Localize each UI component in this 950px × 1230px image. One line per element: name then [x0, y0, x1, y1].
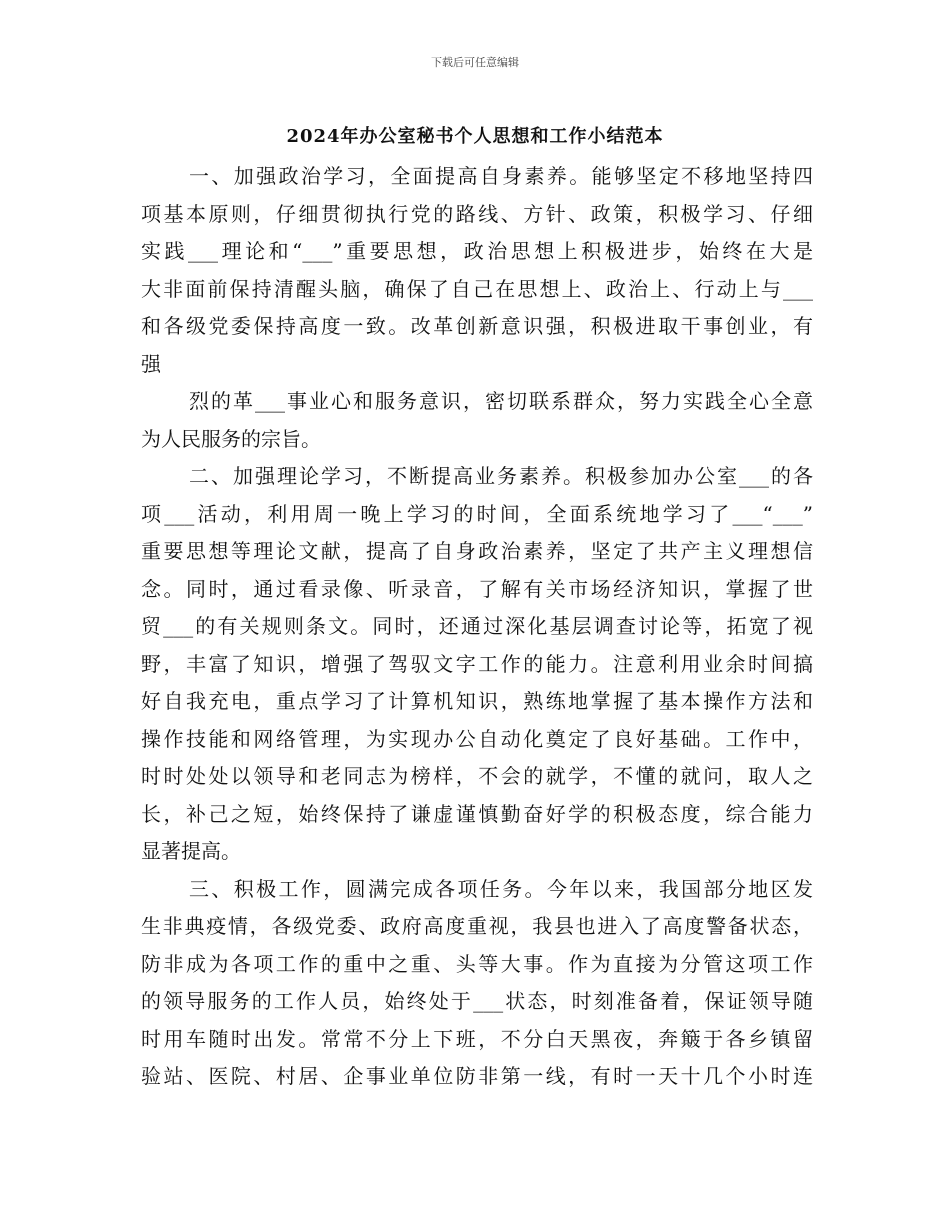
text-line: 时用车随时出发。常常不分上下班，不分白天黑夜，奔簸于各乡镇留 — [141, 1026, 813, 1051]
document-body — [141, 158, 813, 1096]
text-line: 烈的革___事业心和服务意识，密切联系群众，努力实践全心全意 — [189, 389, 813, 413]
text-line: 强 — [141, 351, 161, 376]
paragraph-3 — [141, 458, 813, 871]
text-line: 好自我充电，重点学习了计算机知识，熟练地掌握了基本操作方法和 — [141, 689, 813, 713]
text-line: 的领导服务的工作人员，始终处于___状态，时刻准备着，保证领导随 — [141, 989, 813, 1013]
text-line: 长，补己之短，始终保持了谦虚谨慎勤奋好学的积极态度，综合能力 — [141, 801, 813, 826]
text-line: 实践___理论和“___”重要思想，政治思想上积极进步，始终在大是 — [141, 239, 813, 263]
paragraph-4 — [141, 871, 813, 1096]
text-line: 项基本原则，仔细贯彻执行党的路线、方针、政策，积极学习、仔细 — [141, 201, 813, 226]
text-line: 验站、医院、村居、企事业单位防非第一线，有时一天十几个小时连 — [141, 1064, 813, 1088]
text-line: 重要思想等理论文献，提高了自身政治素养，坚定了共产主义理想信 — [141, 539, 813, 563]
text-line: 贸___的有关规则条文。同时，还通过深化基层调查讨论等，拓宽了视 — [141, 614, 813, 638]
text-line: 时时处处以领导和老同志为榜样，不会的就学，不懂的就问，取人之 — [141, 764, 813, 788]
text-line: 大非面前保持清醒头脑，确保了自己在思想上、政治上、行动上与___ — [141, 276, 813, 301]
text-line: 项___活动，利用周一晚上学习的时间，全面系统地学习了___“___” — [141, 501, 813, 526]
text-line: 显著提高。 — [141, 839, 241, 863]
page-header: 下载后可任意编辑 — [431, 56, 519, 69]
text-line: 三、积极工作，圆满完成各项任务。今年以来，我国部分地区发 — [189, 876, 813, 901]
text-line: 操作技能和网络管理，为实现办公自动化奠定了良好基础。工作中， — [141, 726, 813, 751]
text-line: 和各级党委保持高度一致。改革创新意识强，积极进取干事创业，有 — [141, 314, 813, 338]
text-line: 为人民服务的宗旨。 — [141, 426, 321, 451]
text-line: 二、加强理论学习，不断提高业务素养。积极参加办公室___的各 — [189, 464, 813, 488]
text-line: 一、加强政治学习，全面提高自身素养。能够坚定不移地坚持四 — [189, 164, 813, 188]
text-line: 防非成为各项工作的重中之重、头等大事。作为直接为分管这项工作 — [141, 951, 813, 976]
paragraph-1 — [141, 158, 813, 383]
document-title: 2024年办公室秘书个人思想和工作小结范本 — [286, 126, 664, 147]
text-line: 生非典疫情，各级党委、政府高度重视，我县也进入了高度警备状态， — [141, 914, 813, 938]
text-line: 念。同时，通过看录像、听录音，了解有关市场经济知识，掌握了世 — [141, 576, 813, 601]
text-line: 野，丰富了知识，增强了驾驭文字工作的能力。注意利用业余时间搞 — [141, 651, 813, 676]
paragraph-2 — [141, 383, 813, 458]
